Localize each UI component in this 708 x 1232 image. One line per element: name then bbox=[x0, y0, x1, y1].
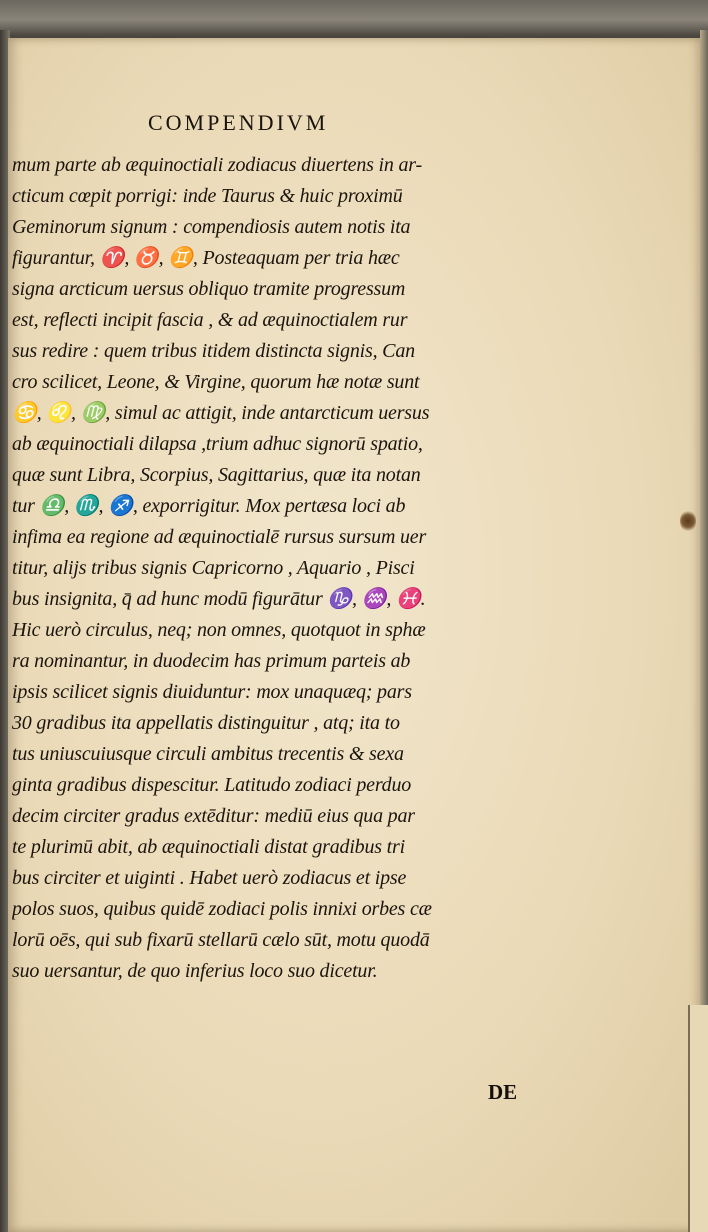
text-line: ♋, ♌, ♍, simul ac attigit, inde antarcticum uersus bbox=[12, 402, 430, 424]
text-line: sus redire : quem tribus itidem distincta signis, Can bbox=[12, 340, 415, 362]
text-line: figurantur, ♈, ♉, ♊, Posteaquam per tria hæc bbox=[12, 247, 400, 269]
paper-stain bbox=[680, 510, 696, 532]
text-line: mum parte ab æquinoctiali zodiacus diuertens in ar- bbox=[12, 154, 422, 176]
text-line: ipsis scilicet signis diuiduntur: mox unaquæq; pars bbox=[12, 681, 412, 703]
text-line: ab æquinoctiali dilapsa ,trium adhuc signorū spatio, bbox=[12, 433, 423, 455]
text-line: cro scilicet, Leone, & Virgine, quorum hæ notæ sunt bbox=[12, 371, 420, 393]
catchword: DE bbox=[488, 1080, 518, 1104]
text-line: lorū oēs, qui sub fixarū stellarū cælo sūt, motu quodā bbox=[12, 929, 430, 951]
adjacent-leaf-edge bbox=[688, 1005, 708, 1232]
body-text bbox=[12, 150, 537, 1070]
text-line: ra nominantur, in duodecim has primum parteis ab bbox=[12, 650, 411, 672]
text-line: te plurimū abit, ab æquinoctiali distat gradibus tri bbox=[12, 836, 405, 858]
text-line: Hic uerò circulus, neq; non omnes, quotquot in sphæ bbox=[12, 619, 426, 641]
text-line: 30 gradibus ita appellatis distinguitur , atq; ita to bbox=[12, 712, 400, 734]
text-line: suo uersantur, de quo inferius loco suo dicetur. bbox=[12, 960, 378, 982]
text-line: tus uniuscuiusque circuli ambitus trecentis & sexa bbox=[12, 743, 404, 765]
text-line: cticum cœpit porrigi: inde Taurus & huic proximū bbox=[12, 185, 403, 207]
text-line: decim circiter gradus extēditur: mediū eius qua par bbox=[12, 805, 415, 827]
text-line: infima ea regione ad æquinoctialē rursus sursum uer bbox=[12, 526, 427, 548]
text-line: polos suos, quibus quidē zodiaci polis innixi orbes cæ bbox=[12, 898, 432, 920]
text-line: titur, alijs tribus signis Capricorno , Aquario , Pisci bbox=[12, 557, 415, 579]
text-line: bus insignita, q̄ ad hunc modū figurātur ♑, ♒, ♓. bbox=[12, 588, 426, 610]
text-line: Geminorum signum : compendiosis autem notis ita bbox=[12, 216, 411, 238]
text-line: bus circiter et uiginti . Habet uerò zodiacus et ipse bbox=[12, 867, 407, 889]
text-line: quæ sunt Libra, Scorpius, Sagittarius, quæ ita notan bbox=[12, 464, 421, 486]
running-head: COMPENDIVM bbox=[148, 110, 329, 135]
text-line: signa arcticum uersus obliquo tramite progressum bbox=[12, 278, 406, 300]
text-line: ginta gradibus dispescitur. Latitudo zodiaci perduo bbox=[12, 774, 412, 796]
text-line: tur ♎, ♏, ♐, exporrigitur. Mox pertæsa loci ab bbox=[12, 495, 406, 517]
text-line: est, reflecti incipit fascia , & ad æquinoctialem rur bbox=[12, 309, 408, 331]
